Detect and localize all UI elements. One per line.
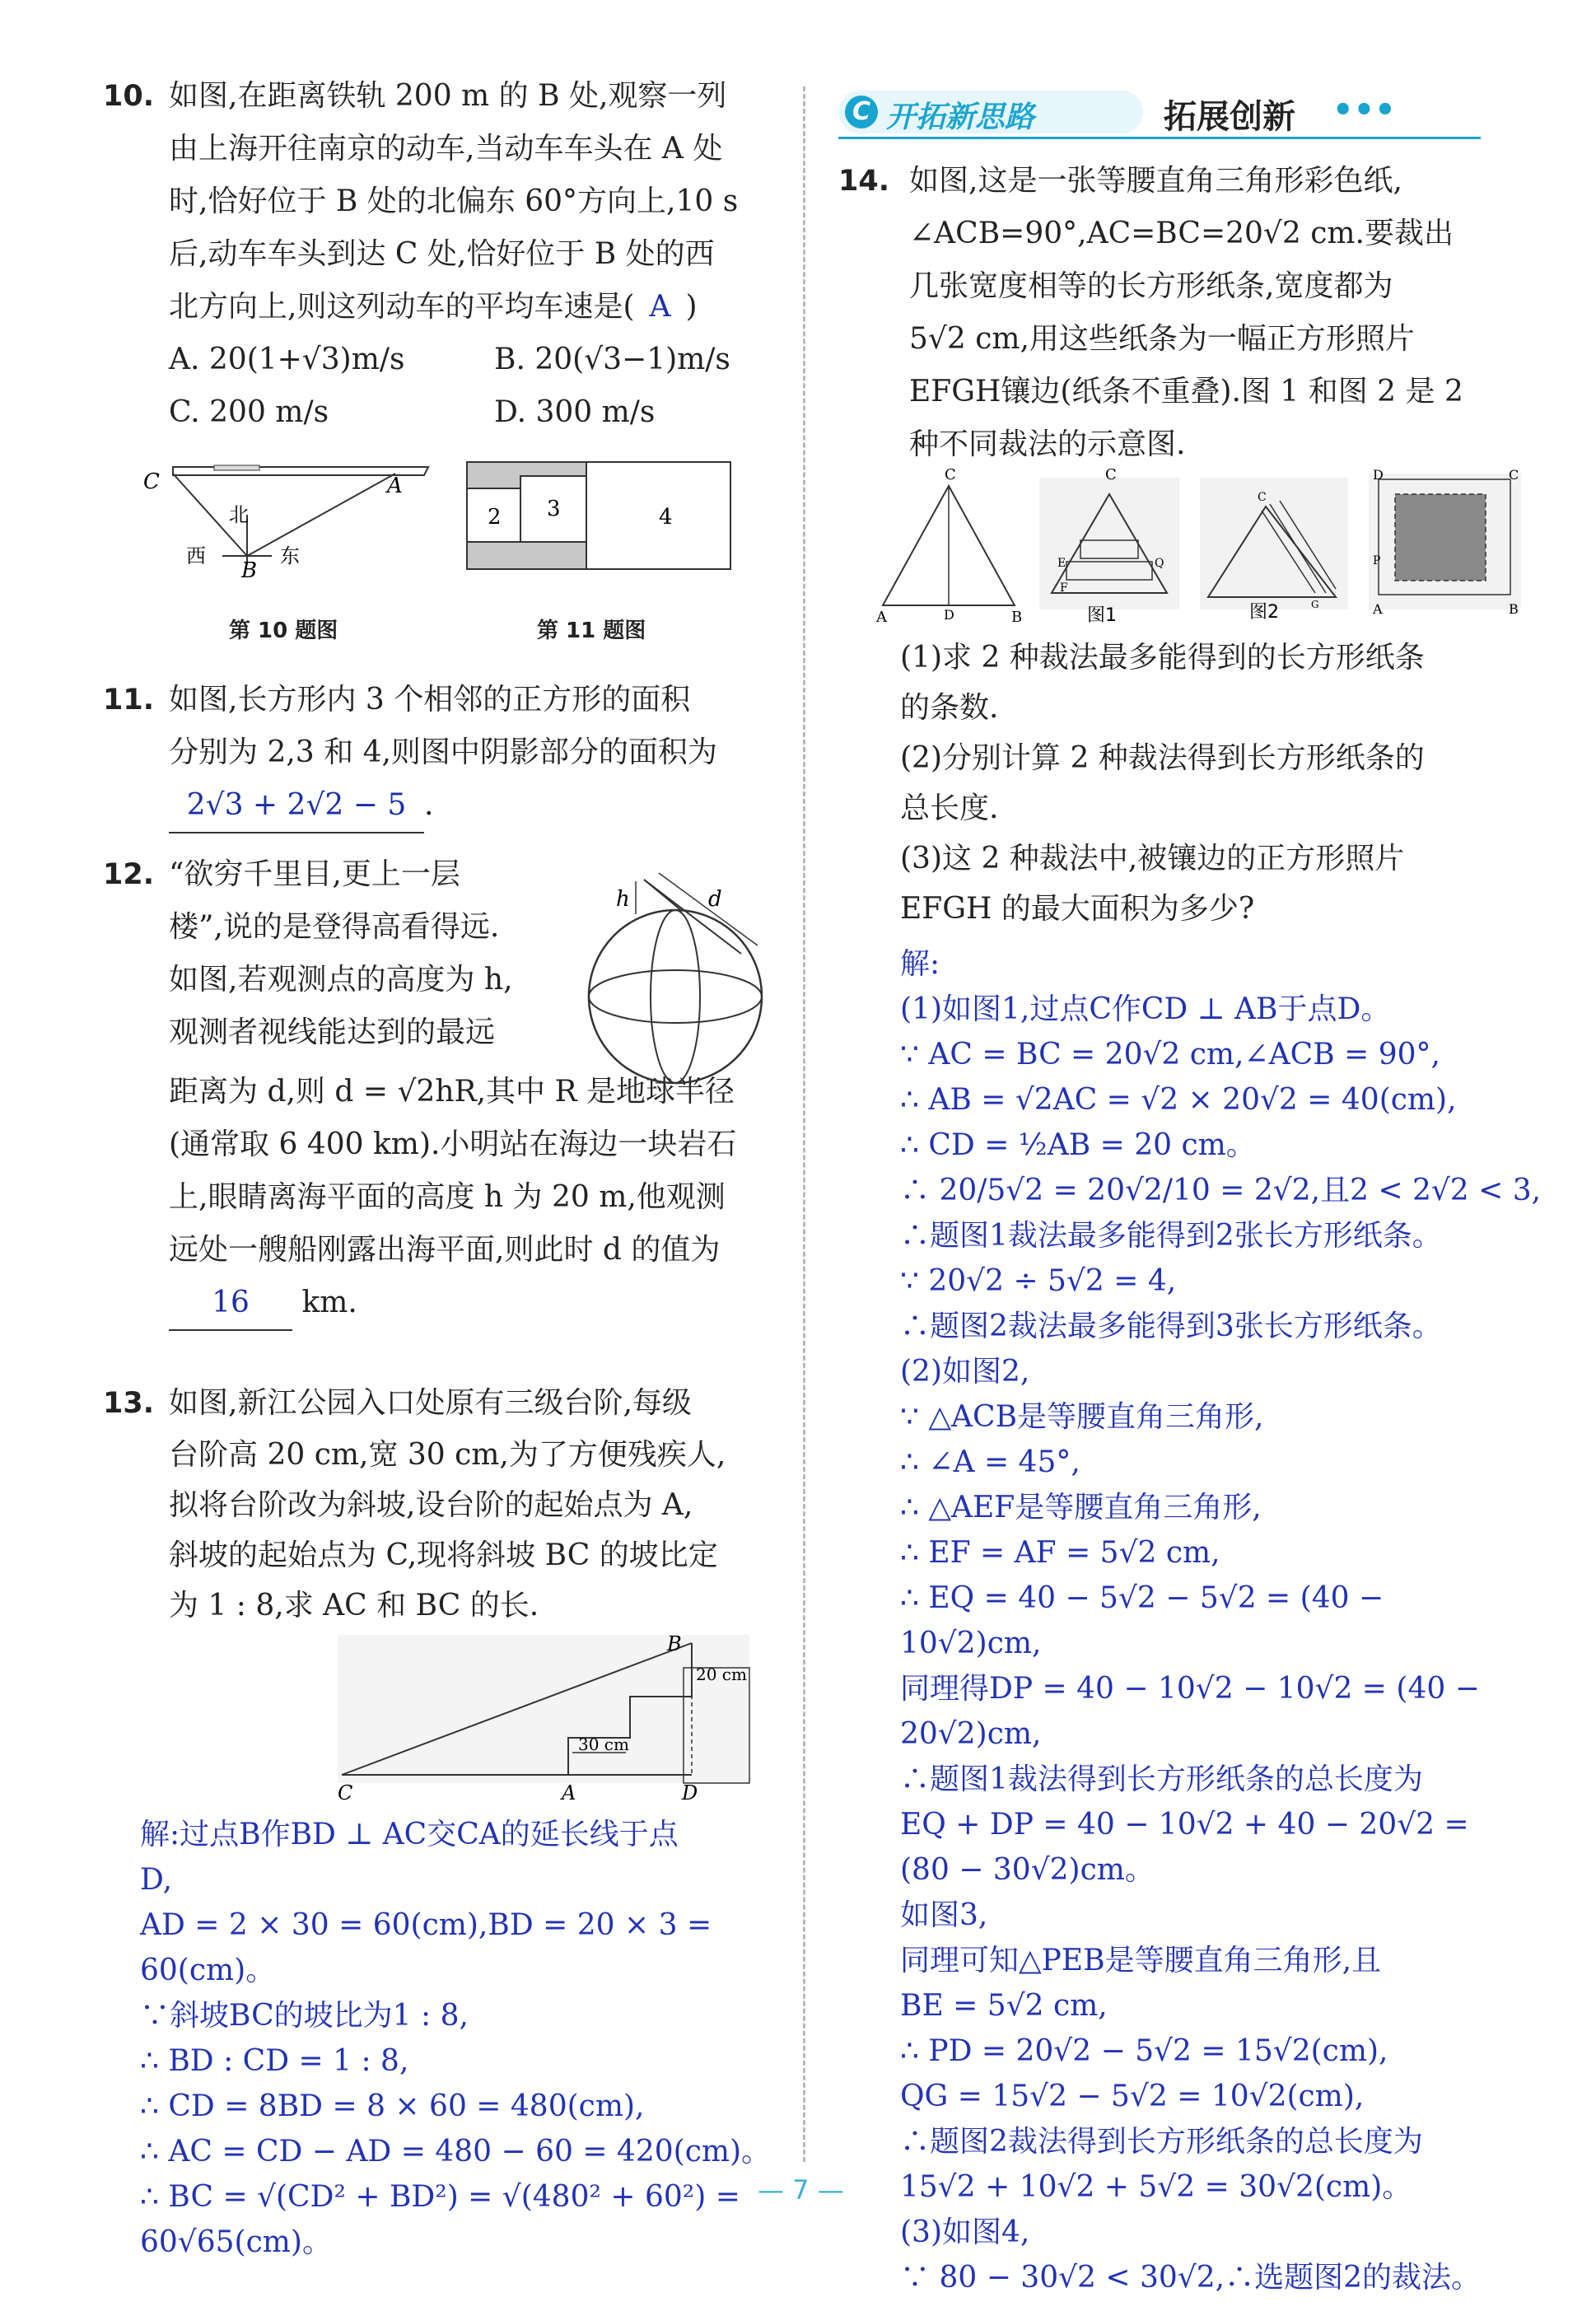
q14-solution-line-23: 同理可知△PEB是等腰直角三角形,且	[900, 1944, 1382, 1977]
question-13	[103, 1377, 786, 1631]
q13-solution-line-9: ∴ BC = √(CD² + BD²) = √(480² + 60²) =	[140, 2180, 740, 2214]
q14-solution-line-14: ∴ EF = AF = 5√2 cm,	[900, 1536, 1220, 1570]
q10-line-5: 北方向上,则这列动车的平均车速是(	[169, 290, 635, 324]
q12-line-6: (通常取 6 400 km).小明站在海边一块岩石	[169, 1127, 737, 1161]
section-rule	[838, 137, 1481, 139]
q14-fig1-label-q: Q	[1155, 557, 1164, 570]
q10-option-d: D. 300 m/s	[494, 395, 656, 429]
q14-line-2: ∠ACB=90°,AC=BC=20√2 cm.要裁出	[909, 217, 1454, 250]
question-number: 14.	[838, 165, 890, 198]
q13-label-b: B	[667, 1632, 682, 1655]
q12-label-d: d	[708, 887, 722, 912]
q13-solution-line-10: 60√65(cm)。	[140, 2225, 332, 2259]
q12-line-3: 如图,若观测点的高度为 h,	[169, 963, 513, 997]
q14-solution-line-15: ∴ EQ = 40 − 5√2 − 5√2 = (40 −	[900, 1581, 1384, 1615]
q14-fig0-label-b: B	[1011, 609, 1023, 626]
q13-width-label: 30 cm	[578, 1734, 629, 1754]
q14-solution-line-11: ∵ △ACB是等腰直角三角形,	[900, 1400, 1264, 1434]
q10-figure	[140, 457, 436, 581]
q13-solution-line-1: 解:过点B作BD ⊥ AC交CA的延长线于点	[140, 1818, 679, 1851]
page-number: — 7 —	[758, 2174, 844, 2206]
q11-period: .	[424, 788, 434, 822]
q14-solution-line-28: 15√2 + 10√2 + 5√2 = 30√2(cm)。	[900, 2170, 1412, 2204]
q10-line-3: 时,恰好位于 B 处的北偏东 60°方向上,10 s	[169, 184, 739, 218]
q14-fig1-label-f: F	[1060, 581, 1068, 595]
column-divider	[803, 86, 805, 2162]
q14-fig0-label-a: A	[876, 609, 887, 626]
q13-line-5: 为 1 : 8,求 AC 和 BC 的长.	[169, 1589, 539, 1622]
q14-line-4: 5√2 cm,用这些纸条为一幅正方形照片	[909, 322, 1415, 356]
q14-solution-line-24: BE = 5√2 cm,	[900, 1989, 1108, 2023]
q14-solution-line-1: 解:	[900, 947, 940, 981]
q10-caption: 第 10 题图	[229, 619, 338, 643]
q14-sub-line-2: 的条数.	[900, 691, 999, 725]
q14-fig1-label-e: E	[1057, 557, 1066, 570]
q14-sub-line-5: (3)这 2 种裁法中,被镶边的正方形照片	[900, 842, 1405, 875]
q14-solution-line-29: (3)如图4,	[900, 2215, 1030, 2249]
q14-figures	[875, 461, 1533, 626]
question-10	[103, 70, 786, 439]
q10-label-a: A	[387, 474, 403, 498]
section-dots: •••	[1332, 91, 1396, 129]
q13-ramp-figure	[321, 1631, 766, 1804]
badge-text: 开拓新思路	[886, 100, 1035, 134]
q13-solution-line-4: 60(cm)。	[140, 1954, 276, 1987]
q14-fig2-label-g: G	[1311, 599, 1319, 610]
q12-line-8: 远处一艘船刚露出海平面,则此时 d 的值为	[169, 1233, 721, 1267]
q11-line-2: 分别为 2,3 和 4,则图中阴影部分的面积为	[169, 735, 717, 769]
q14-solution-line-8: ∵ 20√2 ÷ 5√2 = 4,	[900, 1264, 1177, 1298]
q10-label-north: 北	[229, 503, 249, 526]
q10-label-east: 东	[280, 544, 300, 567]
q14-solution-line-17: 同理得DP = 40 − 10√2 − 10√2 = (40 −	[900, 1672, 1480, 1706]
q11-figure	[463, 458, 735, 573]
q14-fig0-label-d: D	[944, 607, 954, 623]
q10-option-a: A. 20(1+√3)m/s	[169, 343, 405, 376]
q10-line-1: 如图,在距离铁轨 200 m 的 B 处,观察一列	[169, 79, 727, 113]
q11-caption: 第 11 题图	[537, 619, 646, 643]
q14-solution-line-26: QG = 15√2 − 5√2 = 10√2(cm),	[900, 2080, 1365, 2113]
q11-square-label-3: 3	[547, 497, 561, 521]
q14-line-5: EFGH镶边(纸条不重叠).图 1 和图 2 是 2	[909, 375, 1463, 409]
section-title: 拓展创新	[1164, 98, 1295, 136]
q14-fig0-label-c: C	[945, 466, 956, 483]
badge-letter: C	[845, 96, 878, 128]
q14-fig1-caption: 图1	[1087, 605, 1117, 626]
q10-options-row-2	[103, 386, 786, 439]
section-header	[838, 91, 1580, 142]
q13-line-1: 如图,新江公园入口处原有三级台阶,每级	[169, 1386, 692, 1420]
q13-line-3: 拟将台阶改为斜坡,设台阶的起始点为 A,	[169, 1488, 693, 1522]
q14-solution-line-10: (2)如图2,	[900, 1355, 1030, 1389]
q12-globe-figure	[576, 857, 782, 1087]
q13-solution-line-3: AD = 2 × 30 = 60(cm),BD = 20 × 3 =	[140, 1908, 712, 1942]
q12-line-4: 观测者视线能达到的最远	[169, 1015, 496, 1049]
q14-solution-line-21: (80 − 30√2)cm。	[900, 1853, 1155, 1887]
q10-label-west: 西	[186, 544, 206, 567]
q14-fig3-label-p: P	[1373, 554, 1381, 567]
q12-line-1: “欲穷千里目,更上一层	[169, 857, 460, 891]
q14-fig3-label-d: D	[1373, 467, 1384, 483]
q11-line-1: 如图,长方形内 3 个相邻的正方形的面积	[169, 683, 691, 717]
q14-solution	[900, 941, 1584, 2300]
q13-solution-line-8: ∴ AC = CD − AD = 480 − 60 = 420(cm)。	[140, 2135, 772, 2169]
q10-label-c: C	[143, 469, 160, 494]
q14-fig3-label-c: C	[1509, 467, 1519, 483]
section-badge	[838, 91, 1143, 133]
q14-subquestions	[900, 633, 1584, 934]
q12-label-h: h	[616, 887, 630, 912]
q14-sub-line-4: 总长度.	[900, 791, 999, 825]
question-number: 11.	[103, 684, 155, 717]
q10-line-2: 由上海开往南京的动车,当动车车头在 A 处	[169, 132, 723, 166]
q12-answer: 16	[169, 1277, 292, 1331]
q10-line-4: 后,动车车头到达 C 处,恰好位于 B 处的西	[169, 237, 715, 271]
q10-label-b: B	[241, 558, 258, 581]
q12-line-7: 上,眼睛离海平面的高度 h 为 20 m,他观测	[169, 1180, 726, 1214]
q12-line-5: 距离为 d,则 d = √2hR,其中 R 是地球半径	[169, 1075, 735, 1109]
q10-answer: A	[649, 290, 671, 324]
q14-solution-line-5: ∴ CD = ½AB = 20 cm。	[900, 1128, 1256, 1162]
q14-solution-line-30: ∵ 80 − 30√2 < 30√2,∴选题图2的裁法。	[900, 2261, 1482, 2295]
q14-fig1-label-c: C	[1105, 466, 1117, 483]
q13-solution-line-7: ∴ CD = 8BD = 8 × 60 = 480(cm),	[140, 2089, 645, 2123]
q14-solution-line-18: 20√2)cm,	[900, 1717, 1042, 1751]
q13-solution	[140, 1812, 791, 2265]
q10-close-paren: )	[685, 290, 698, 324]
q12-unit: km.	[301, 1286, 357, 1319]
question-number: 10.	[103, 80, 155, 113]
q14-solution-line-7: ∴题图1裁法最多能得到2张长方形纸条。	[900, 1219, 1442, 1253]
q11-answer: 2√3 + 2√2 − 5	[169, 779, 424, 833]
q14-solution-line-12: ∴ ∠A = 45°,	[900, 1445, 1080, 1479]
q13-solution-line-6: ∴ BD : CD = 1 : 8,	[140, 2044, 409, 2078]
question-number: 13.	[103, 1387, 155, 1420]
q14-fig3-label-a: A	[1373, 601, 1383, 617]
q13-solution-line-5: ∵斜坡BC的坡比为1 : 8,	[140, 1999, 469, 2033]
q10-option-b: B. 20(√3−1)m/s	[494, 343, 730, 376]
q14-fig2-label-c: C	[1258, 491, 1267, 504]
q14-sub-line-3: (2)分别计算 2 种裁法得到长方形纸条的	[900, 741, 1425, 775]
q14-solution-line-4: ∴ AB = √2AC = √2 × 20√2 = 40(cm),	[900, 1083, 1457, 1117]
q14-solution-line-6: ∴ 20/5√2 = 20√2/10 = 2√2,且2 < 2√2 < 3,	[900, 1174, 1542, 1207]
question-11	[103, 674, 786, 833]
q13-label-a: A	[562, 1781, 576, 1804]
question-14	[838, 155, 1580, 471]
q13-height-label: 20 cm	[696, 1664, 747, 1684]
q10-options-row-1	[103, 334, 786, 386]
q10-option-c: C. 200 m/s	[169, 395, 329, 429]
q14-solution-line-22: 如图3,	[900, 1898, 988, 1932]
q14-sub-line-1: (1)求 2 种裁法最多能得到的长方形纸条	[900, 641, 1425, 675]
q14-solution-line-16: 10√2)cm,	[900, 1627, 1042, 1660]
q13-line-2: 台阶高 20 cm,宽 30 cm,为了方便残疾人,	[169, 1438, 726, 1472]
q12-line-2: 楼”,说的是登得高看得远.	[169, 910, 500, 944]
q14-solution-line-2: (1)如图1,过点C作CD ⊥ AB于点D。	[900, 992, 1391, 1026]
q14-solution-line-20: EQ + DP = 40 − 10√2 + 40 − 20√2 =	[900, 1808, 1469, 1842]
q14-fig2-caption: 图2	[1249, 602, 1279, 623]
q13-label-d: D	[682, 1781, 698, 1804]
q14-solution-line-27: ∴题图2裁法得到长方形纸条的总长度为	[900, 2125, 1423, 2159]
q13-solution-line-2: D,	[140, 1863, 173, 1897]
q11-square-label-4: 4	[659, 505, 673, 530]
q14-fig3-label-b: B	[1509, 601, 1519, 617]
q13-label-c: C	[338, 1781, 353, 1804]
q11-square-label-2: 2	[488, 505, 502, 530]
q14-line-6: 种不同裁法的示意图.	[909, 427, 1186, 461]
q14-solution-line-9: ∴题图2裁法最多能得到3张长方形纸条。	[900, 1310, 1442, 1343]
question-number: 12.	[103, 858, 155, 891]
left-column	[103, 70, 786, 439]
q14-solution-line-3: ∵ AC = BC = 20√2 cm,∠ACB = 90°,	[900, 1038, 1440, 1071]
q14-line-3: 几张宽度相等的长方形纸条,宽度都为	[909, 269, 1393, 303]
q13-line-4: 斜坡的起始点为 C,现将斜坡 BC 的坡比定	[169, 1538, 718, 1572]
q14-solution-line-13: ∴ △AEF是等腰直角三角形,	[900, 1491, 1262, 1524]
q14-solution-line-25: ∴ PD = 20√2 − 5√2 = 15√2(cm),	[900, 2034, 1388, 2068]
q14-solution-line-19: ∴题图1裁法得到长方形纸条的总长度为	[900, 1762, 1423, 1796]
q14-sub-line-6: EFGH 的最大面积为多少?	[900, 892, 1255, 926]
q14-line-1: 如图,这是一张等腰直角三角形彩色纸,	[909, 164, 1402, 198]
